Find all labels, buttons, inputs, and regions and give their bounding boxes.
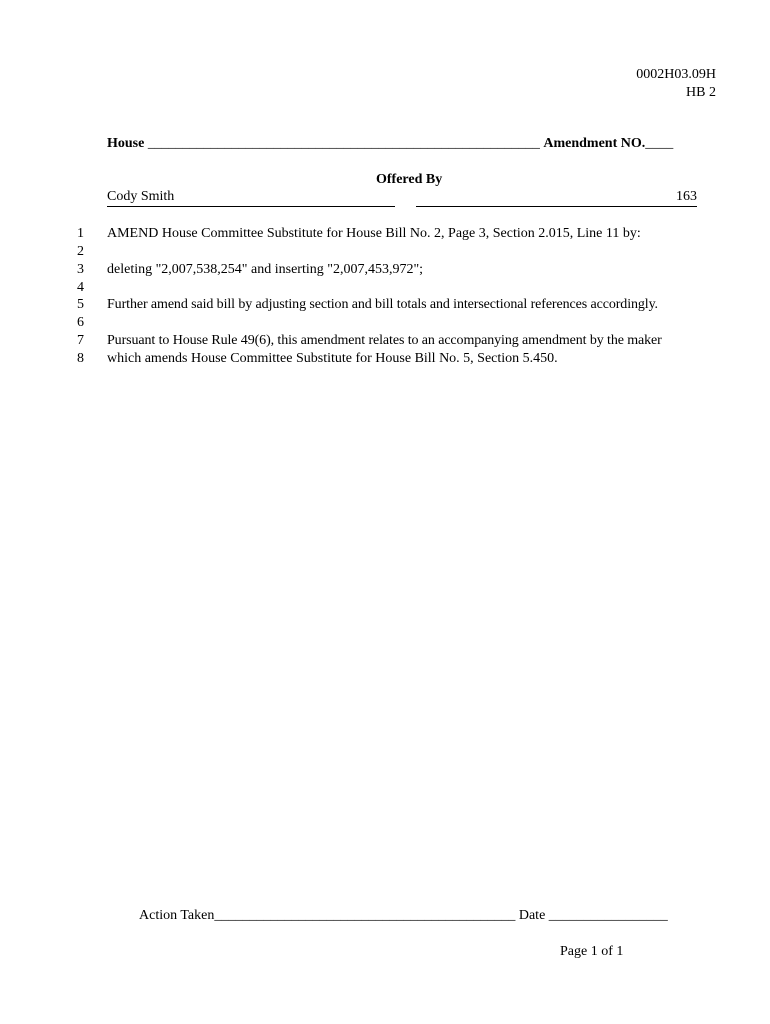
bill-number: HB 2 bbox=[686, 85, 716, 100]
doc-code: 0002H03.09H bbox=[636, 67, 716, 82]
page-number: Page 1 of 1 bbox=[560, 944, 624, 959]
line-number: 4 bbox=[77, 280, 84, 295]
line-number: 8 bbox=[77, 351, 84, 366]
offered-by-label: Offered By bbox=[376, 172, 443, 187]
action-taken-line bbox=[139, 908, 668, 924]
sponsor-number-field bbox=[416, 189, 697, 207]
amendment-label: Amendment NO. bbox=[543, 136, 646, 151]
line-number: 5 bbox=[77, 297, 84, 312]
action-taken-blank: ___________________________________________ bbox=[214, 908, 516, 923]
date-label: Date bbox=[518, 908, 546, 923]
line-number: 7 bbox=[77, 333, 84, 348]
amendment-line: AMEND House Committee Substitute for House Bill No. 2, Page 3, Section 2.015, Line 11 by: bbox=[107, 226, 641, 241]
sponsor-name: Cody Smith bbox=[107, 189, 175, 204]
sponsor-number: 163 bbox=[676, 189, 697, 204]
date-blank: _________________ bbox=[548, 908, 668, 923]
line-number: 6 bbox=[77, 315, 84, 330]
action-taken-label: Action Taken bbox=[139, 908, 215, 923]
amendment-line: Further amend said bill by adjusting section and bill totals and intersectional references accordingly. bbox=[107, 297, 658, 312]
sponsor-field bbox=[107, 189, 395, 207]
amendment-number-blank: ____ bbox=[645, 136, 674, 151]
chamber-fill-line: ________________________________________________________ bbox=[147, 136, 540, 151]
chamber-label: House bbox=[107, 136, 145, 151]
amendment-line: deleting "2,007,538,254" and inserting "2,007,453,972"; bbox=[107, 262, 424, 277]
title-line bbox=[107, 136, 673, 152]
line-number: 1 bbox=[77, 226, 84, 241]
amendment-line: Pursuant to House Rule 49(6), this amendment relates to an accompanying amendment by the maker bbox=[107, 333, 662, 348]
line-number: 2 bbox=[77, 244, 84, 259]
document-header bbox=[636, 66, 716, 102]
amendment-line: which amends House Committee Substitute for House Bill No. 5, Section 5.450. bbox=[107, 351, 558, 366]
line-number: 3 bbox=[77, 262, 84, 277]
